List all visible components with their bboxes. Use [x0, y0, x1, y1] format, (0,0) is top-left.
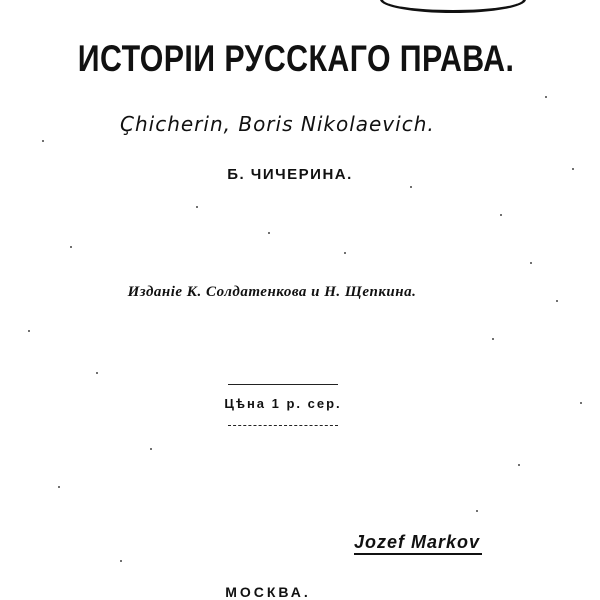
scan-speck — [120, 560, 122, 562]
scan-speck — [500, 214, 502, 216]
handwritten-catalog-note: Çhicherin, Boris Nikolaevich. — [120, 112, 435, 136]
owner-stamp: Jozef Markov — [354, 532, 482, 555]
scan-speck — [530, 262, 532, 264]
scan-speck — [28, 330, 30, 332]
scan-speck — [96, 372, 98, 374]
scan-speck — [518, 464, 520, 466]
top-ornament-fragment — [380, 0, 526, 13]
author-line: Б. ЧИЧЕРИНА. — [227, 166, 353, 183]
scan-speck — [545, 96, 547, 98]
publisher-line: Изданіе К. Солдатенкова и Н. Щепкина. — [127, 284, 417, 300]
scan-speck — [196, 206, 198, 208]
imprint-city: МОСКВА. — [225, 584, 311, 600]
scan-speck — [476, 510, 478, 512]
scan-speck — [492, 338, 494, 340]
scan-speck — [580, 402, 582, 404]
price-rule-top — [228, 384, 338, 385]
book-title: ИСТОРІИ РУССКАГО ПРАВА. — [77, 38, 515, 79]
scan-speck — [268, 232, 270, 234]
price-line: Цѣна 1 р. сер. — [224, 396, 342, 411]
scan-speck — [150, 448, 152, 450]
scan-speck — [344, 252, 346, 254]
price-rule-bottom — [228, 425, 338, 426]
scan-speck — [556, 300, 558, 302]
scan-speck — [572, 168, 574, 170]
scan-speck — [58, 486, 60, 488]
scan-speck — [70, 246, 72, 248]
scan-speck — [410, 186, 412, 188]
scan-speck — [42, 140, 44, 142]
